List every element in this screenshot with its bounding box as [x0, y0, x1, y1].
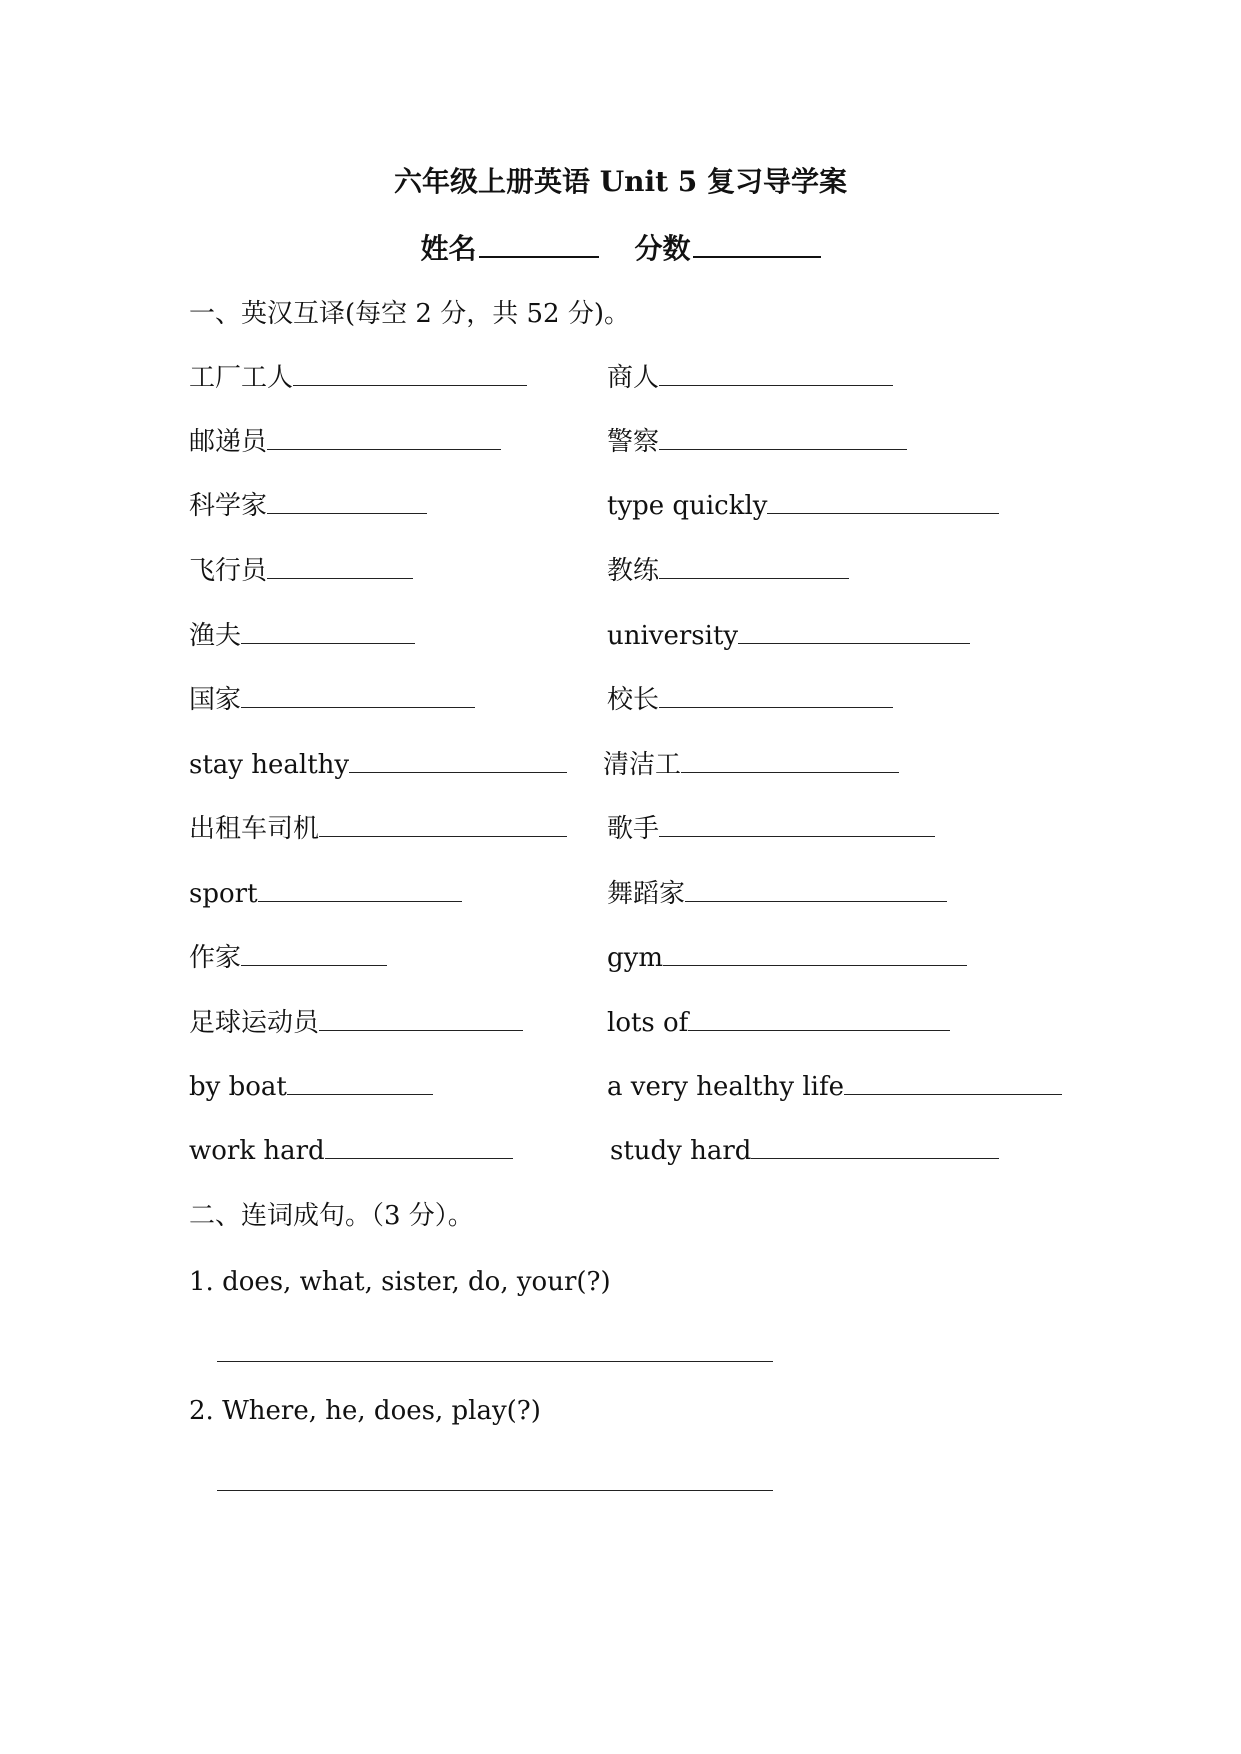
- name-label: 姓名: [420, 232, 477, 265]
- answer-blank[interactable]: [844, 1068, 1062, 1095]
- question-1: 1. does, what, sister, do, your(?): [189, 1267, 611, 1297]
- answer-blank[interactable]: [325, 1132, 513, 1159]
- answer-blank[interactable]: [241, 939, 387, 966]
- vocab-term: 商人: [607, 363, 660, 393]
- vocab-item: [607, 1067, 1062, 1107]
- name-blank[interactable]: [479, 226, 599, 258]
- section-1-heading: 一、英汉互译(每空 2 分，共 52 分)。: [189, 299, 630, 329]
- answer-blank[interactable]: [659, 810, 935, 837]
- answer-blank[interactable]: [319, 1004, 523, 1031]
- section-2-heading: 二、连词成句。（3 分）。: [189, 1201, 474, 1231]
- vocab-term: 国家: [189, 685, 242, 715]
- vocab-item: [189, 1067, 433, 1107]
- vocab-term: 舞蹈家: [607, 879, 686, 909]
- answer-blank[interactable]: [241, 681, 475, 708]
- vocab-term: study hard: [610, 1136, 752, 1166]
- vocab-item: [603, 745, 899, 785]
- vocab-item: [189, 745, 567, 785]
- vocab-item: [189, 809, 567, 849]
- score-label: 分数: [634, 232, 691, 265]
- vocab-term: 工厂工人: [189, 363, 294, 393]
- answer-blank[interactable]: [659, 552, 849, 579]
- answer-blank[interactable]: [267, 487, 427, 514]
- vocab-term: lots of: [607, 1008, 689, 1038]
- vocab-item: [607, 551, 849, 591]
- answer-blank[interactable]: [659, 423, 907, 450]
- answer-blank[interactable]: [688, 1004, 950, 1031]
- question-1-answer-line[interactable]: [217, 1361, 773, 1362]
- vocab-term: 教练: [607, 556, 660, 586]
- vocab-term: 校长: [607, 685, 660, 715]
- vocab-item: [607, 680, 893, 720]
- vocab-item: [189, 680, 475, 720]
- vocab-item: [607, 422, 907, 462]
- answer-blank[interactable]: [319, 810, 567, 837]
- name-score-line: [0, 226, 1241, 271]
- vocab-term: by boat: [189, 1072, 287, 1102]
- answer-blank[interactable]: [738, 617, 970, 644]
- vocab-item: [607, 358, 893, 398]
- question-2-answer-line[interactable]: [217, 1490, 773, 1491]
- vocab-term: 警察: [607, 427, 660, 457]
- vocab-term: gym: [607, 943, 663, 973]
- vocab-item: [189, 616, 415, 656]
- vocab-term: 作家: [189, 943, 242, 973]
- vocab-item: [607, 486, 999, 526]
- answer-blank[interactable]: [241, 617, 415, 644]
- page-title: 六年级上册英语 Unit 5 复习导学案: [393, 165, 848, 198]
- vocab-item: [189, 422, 501, 462]
- vocab-term: 足球运动员: [189, 1008, 320, 1038]
- vocab-term: 渔夫: [189, 621, 242, 651]
- answer-blank[interactable]: [349, 746, 567, 773]
- vocab-item: [189, 1003, 523, 1043]
- vocab-term: stay healthy: [189, 750, 350, 780]
- vocab-item: [189, 1131, 513, 1171]
- vocab-term: a very healthy life: [607, 1072, 844, 1102]
- question-2: 2. Where, he, does, play(?): [189, 1396, 541, 1426]
- vocab-term: 邮递员: [189, 427, 268, 457]
- vocab-term: sport: [189, 879, 258, 909]
- vocab-term: 飞行员: [189, 556, 268, 586]
- vocab-item: [189, 874, 462, 914]
- vocab-term: 科学家: [189, 491, 268, 521]
- answer-blank[interactable]: [258, 875, 462, 902]
- answer-blank[interactable]: [681, 746, 899, 773]
- answer-blank[interactable]: [751, 1132, 999, 1159]
- vocab-item: [607, 874, 947, 914]
- answer-blank[interactable]: [659, 681, 893, 708]
- vocab-item: [189, 486, 427, 526]
- answer-blank[interactable]: [267, 423, 501, 450]
- answer-blank[interactable]: [293, 359, 527, 386]
- vocab-item: [607, 1003, 950, 1043]
- vocab-term: university: [607, 621, 739, 651]
- vocab-item: [189, 358, 527, 398]
- answer-blank[interactable]: [767, 487, 999, 514]
- answer-blank[interactable]: [685, 875, 947, 902]
- vocab-item: [610, 1131, 999, 1171]
- vocab-item: [189, 551, 413, 591]
- vocab-item: [607, 616, 970, 656]
- vocab-term: 歌手: [607, 814, 660, 844]
- vocab-item: [607, 809, 935, 849]
- answer-blank[interactable]: [659, 359, 893, 386]
- score-blank[interactable]: [693, 226, 821, 258]
- vocab-term: work hard: [189, 1136, 325, 1166]
- answer-blank[interactable]: [267, 552, 413, 579]
- vocab-item: [607, 938, 967, 978]
- vocab-term: 清洁工: [603, 750, 682, 780]
- vocab-term: type quickly: [607, 491, 768, 521]
- vocab-term: 出租车司机: [189, 814, 320, 844]
- vocab-item: [189, 938, 387, 978]
- answer-blank[interactable]: [287, 1068, 433, 1095]
- answer-blank[interactable]: [663, 939, 967, 966]
